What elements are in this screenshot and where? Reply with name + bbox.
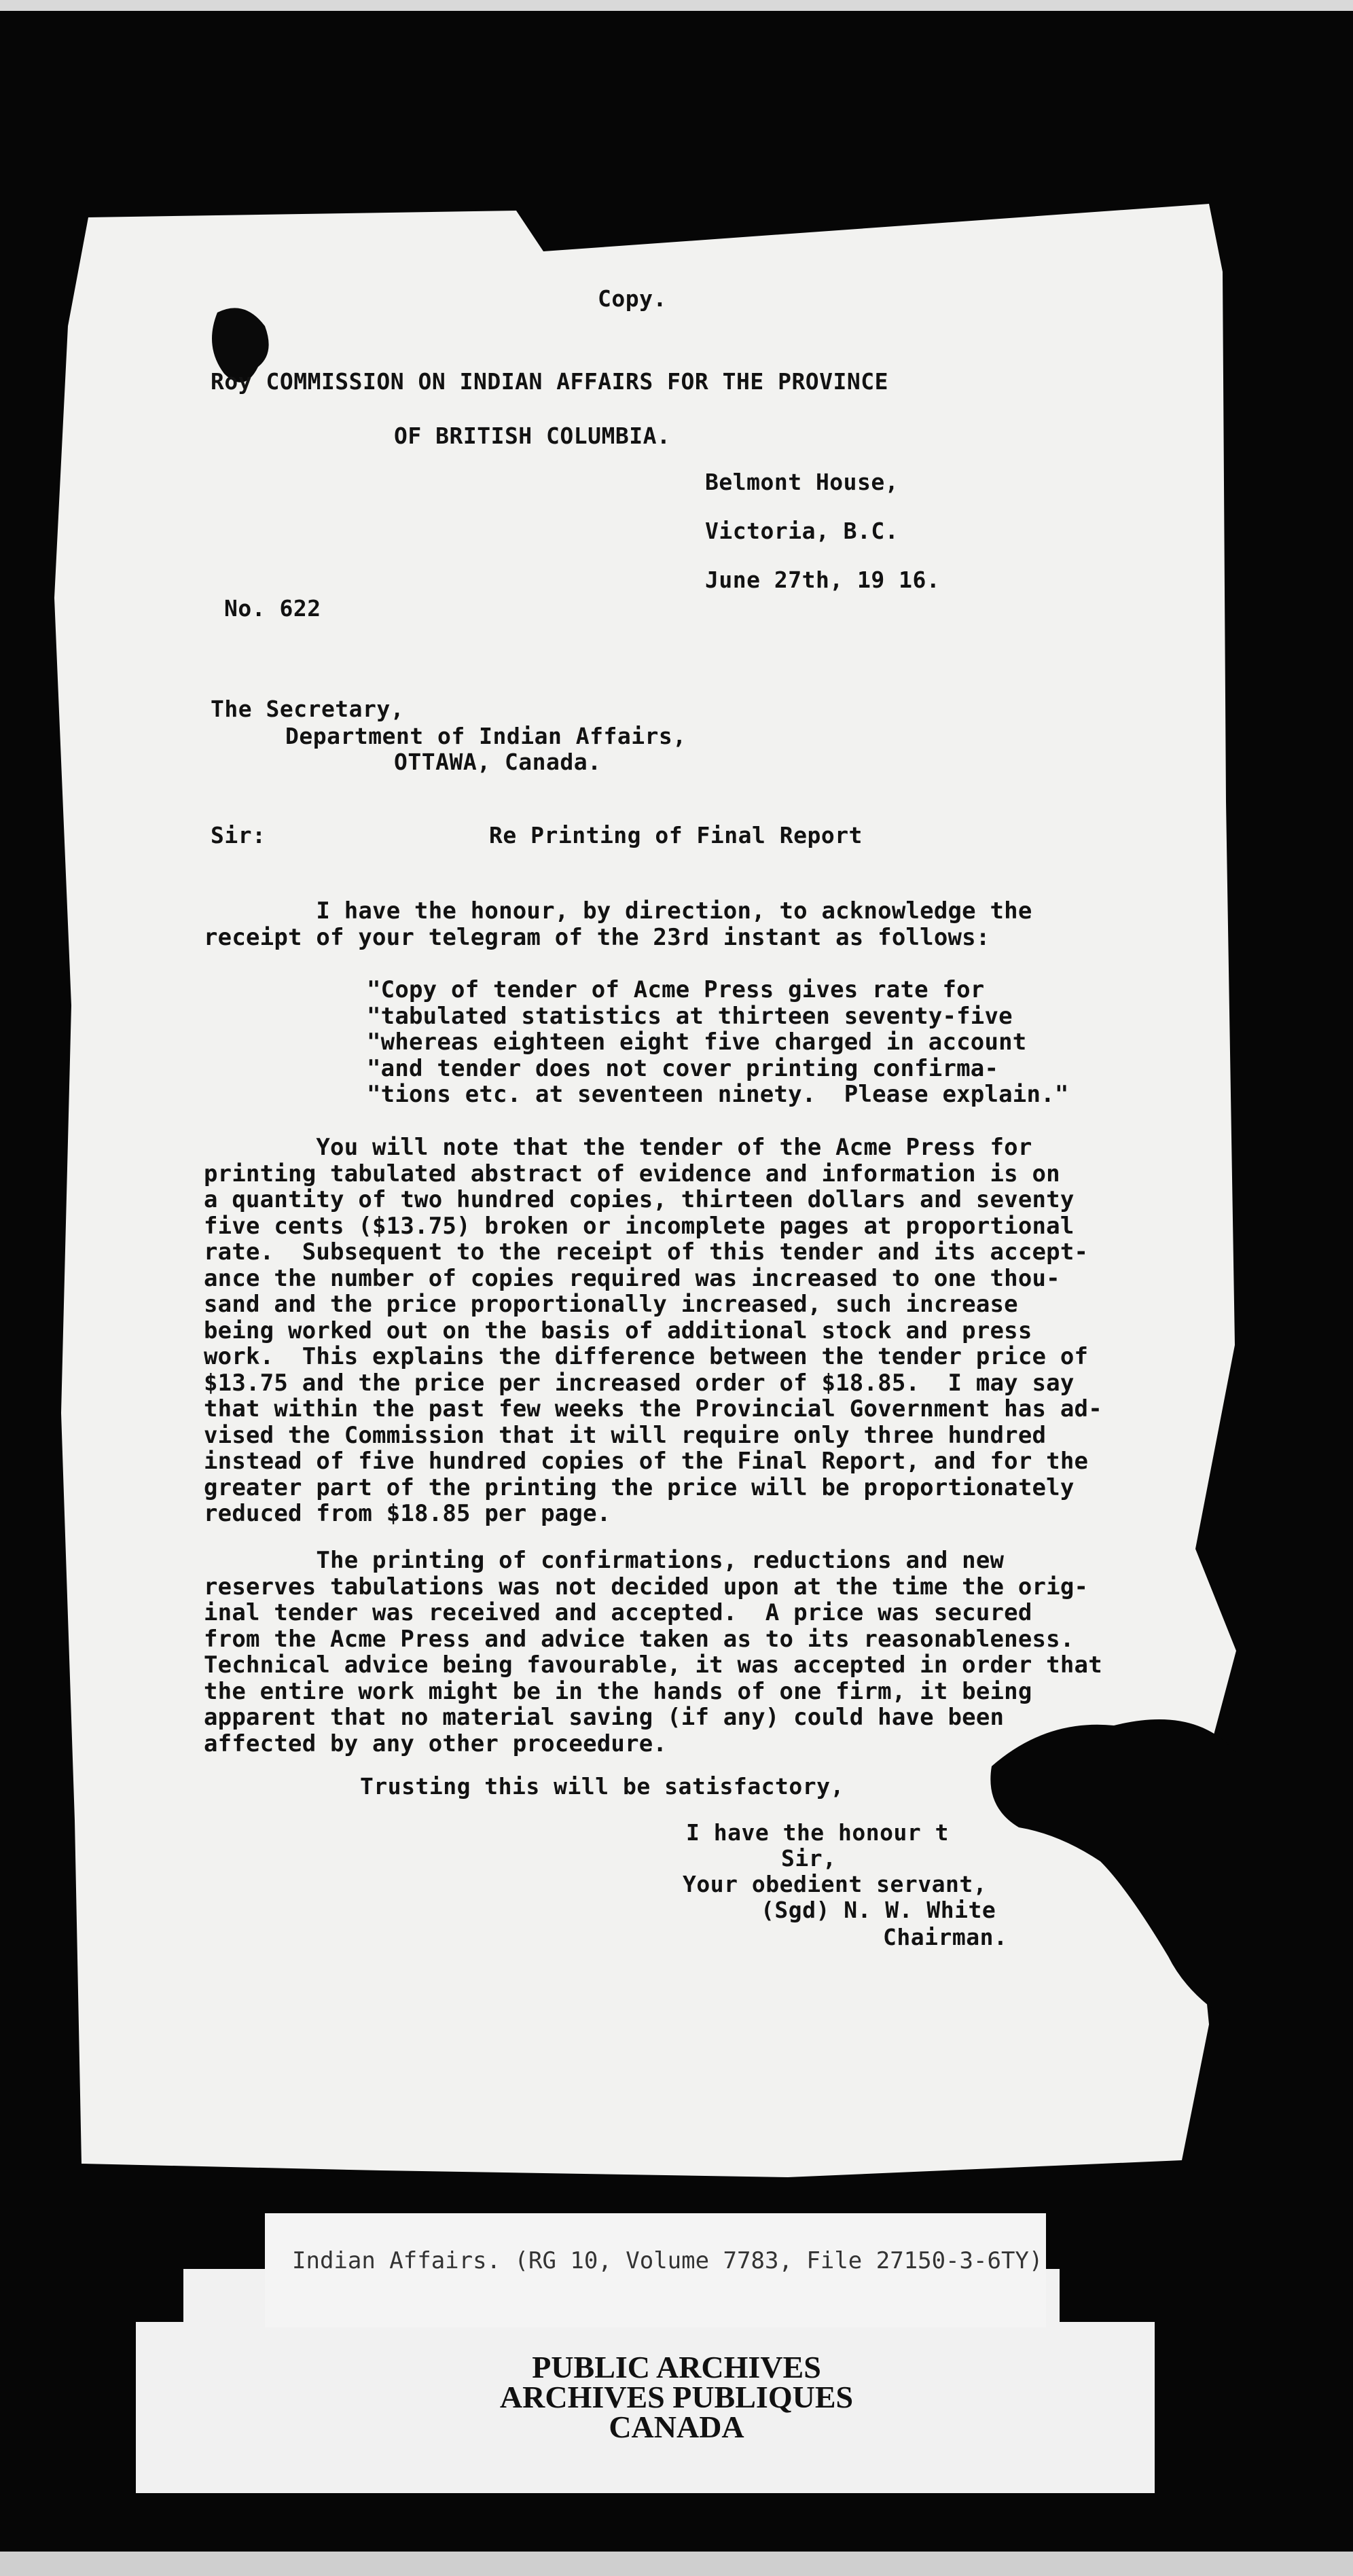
stamp-tab-right: [1060, 2268, 1155, 2322]
signature-line-2: Sir,: [781, 1845, 837, 1872]
archive-reference: Indian Affairs. (RG 10, Volume 7783, File 27150-3-6TY): [292, 2247, 1043, 2274]
address-line-2: Victoria, B.C.: [705, 518, 899, 544]
signature-line-1: I have the honour t: [686, 1819, 949, 1846]
film-edge-top: [0, 0, 1353, 11]
copy-heading: Copy.: [598, 285, 667, 312]
paragraph-acknowledgement: I have the honour, by direction, to acknowledge the receipt of your telegram of the 23rd instant as follows:: [204, 897, 1032, 951]
paragraph-explanation: You will note that the tender of the Acme Press for printing tabulated abstract of evidence and information is on a quantity of two hundred copies, thirteen dollars and seventy five cents ($13.75) broken or incomplete pages at proportional rate. Subsequent to the receipt of this tender and its accept- ance the number of copies required was increased to one thou- sand and the price proportionally increased, such increase being worked out on the basis of additional stock and press work. This explains the difference between the tender price of $13.75 and the price per increased order of $18.85. I may say that within the past few weeks the Provincial Government has ad- vised the Commission that it will require only three hundred instead of five hundred copies of the Final Report, and for the greater part of the printing the price will be proportionately reduced from $18.85 per page.: [204, 1134, 1102, 1527]
closing-line: Trusting this will be satisfactory,: [360, 1773, 844, 1800]
signature-line-5: Chairman.: [883, 1924, 1008, 1950]
paragraph-confirmations: The printing of confirmations, reductions and new reserves tabulations was not decided upon at the time the orig- inal tender was received and accepted. A price was secured from the Acme Press and advice taken as to its reasonableness. Technical advice being favourable, it was accepted in order that the entire work might be in the hands of one firm, it being apparent that no material saving (if any) could have been affected by any other proceedure.: [204, 1547, 1102, 1757]
letterhead-line-2: OF BRITISH COLUMBIA.: [394, 423, 671, 449]
recipient-line-3: OTTAWA, Canada.: [394, 749, 602, 775]
recipient-line-2: Department of Indian Affairs,: [285, 723, 687, 749]
subject-line: Re Printing of Final Report: [489, 822, 863, 848]
reference-number: No. 622: [224, 595, 321, 622]
stamp-line-2: ARCHIVES PUBLIQUES: [499, 2380, 854, 2414]
address-line-1: Belmont House,: [705, 469, 899, 495]
signature-line-3: Your obedient servant,: [683, 1871, 988, 1897]
signature-line-4: (Sgd) N. W. White: [761, 1897, 996, 1923]
salutation: Sir:: [211, 822, 266, 848]
stamp-line-1: PUBLIC ARCHIVES: [532, 2350, 821, 2384]
film-edge-bottom: [0, 2552, 1353, 2576]
letter-date: June 27th, 19 16.: [705, 567, 941, 593]
telegram-quote: "Copy of tender of Acme Press gives rate for "tabulated statistics at thirteen seventy-five "whereas eighteen eight five charged in account "and tender does not cover printing confirma- "tions etc. at seventeen ninety. Please explain.": [367, 976, 1069, 1108]
archive-reference-card: [265, 2213, 1046, 2327]
letter-text: [41, 190, 1236, 2201]
recipient-line-1: The Secretary,: [211, 696, 405, 722]
letter-page: [41, 190, 1236, 2201]
letterhead-line-1: Roy COMMISSION ON INDIAN AFFAIRS FOR THE PROVINCE: [211, 368, 889, 395]
stamp-tab-left: [136, 2268, 183, 2322]
stamp-line-3: CANADA: [609, 2410, 744, 2444]
